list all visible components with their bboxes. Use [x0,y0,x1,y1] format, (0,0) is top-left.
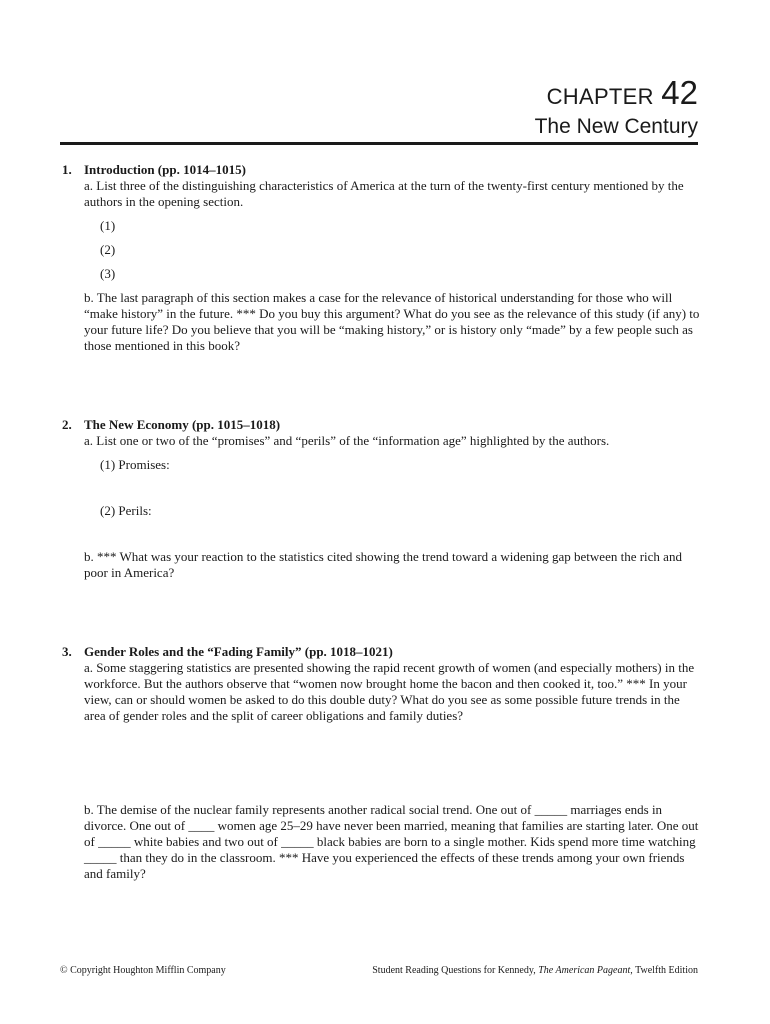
question-b: b. The demise of the nuclear family represents another radical social trend. One out of _____ marriages ends in divorce. One out of ____ women age 25–29 have never been married, meaning that families are starting later. One out of _____ white babies and two out of _____ black babies are born to a single mother. Kids spend more time watching _____ than they do in the classroom. *** Have you experienced the effects of these trends among your own friends and family? [84,802,699,881]
source-suffix: , Twelfth Edition [630,965,698,976]
section-number: 3. [62,644,72,659]
answer-slot-3: (3) [100,266,116,281]
source-citation [372,965,698,976]
perils-label: (2) Perils: [100,503,152,518]
copyright-notice: © Copyright Houghton Mifflin Company [60,965,226,976]
answer-slot-2: (2) [100,242,116,257]
chapter-label-line [535,76,698,109]
section-heading: Gender Roles and the “Fading Family” (pp. 1018–1021) [84,644,393,659]
question-b: b. The last paragraph of this section makes a case for the relevance of historical understanding for those who will “make history” in the future. *** Do you buy this argument? What do you see as the relevance of this study (if any) to your future life? Do you believe that you will be “making history,” or is history only “made” by a few people such as those mentioned in this book? [84,290,700,353]
question-b: b. *** What was your reaction to the statistics cited showing the trend toward a widening gap between the rich and poor in America? [84,549,682,580]
section-heading: The New Economy (pp. 1015–1018) [84,417,281,432]
section-gender-roles [62,644,702,882]
promises-label: (1) Promises: [100,457,170,472]
chapter-number: 42 [661,74,698,111]
header-rule [60,142,698,145]
question-a: a. Some staggering statistics are presented showing the rapid recent growth of women (and especially mothers) in the workforce. But the authors observe that “women now brought home the bacon and then cooked it, too.” *** In your view, can or should women be asked to do this double duty? What do you see as some possible future trends in the area of gender roles and the split of career obligations and family duties? [84,660,695,723]
section-number: 1. [62,162,72,177]
question-a: a. List one or two of the “promises” and “perils” of the “information age” highlighted by the authors. [84,433,610,448]
source-prefix: Student Reading Questions for Kennedy, [372,965,539,976]
chapter-label: CHAPTER [546,84,654,109]
page-footer [60,965,698,976]
section-introduction [62,162,702,354]
answer-slot-1: (1) [100,218,116,233]
section-number: 2. [62,417,72,432]
question-a: a. List three of the distinguishing characteristics of America at the turn of the twenty-first century mentioned by the authors in the opening section. [84,178,684,209]
chapter-title: The New Century [534,115,698,138]
book-title: The American Pageant [538,965,631,976]
document-body [62,162,702,882]
section-new-economy [62,417,702,581]
section-heading: Introduction (pp. 1014–1015) [84,162,246,177]
chapter-header [535,76,698,139]
